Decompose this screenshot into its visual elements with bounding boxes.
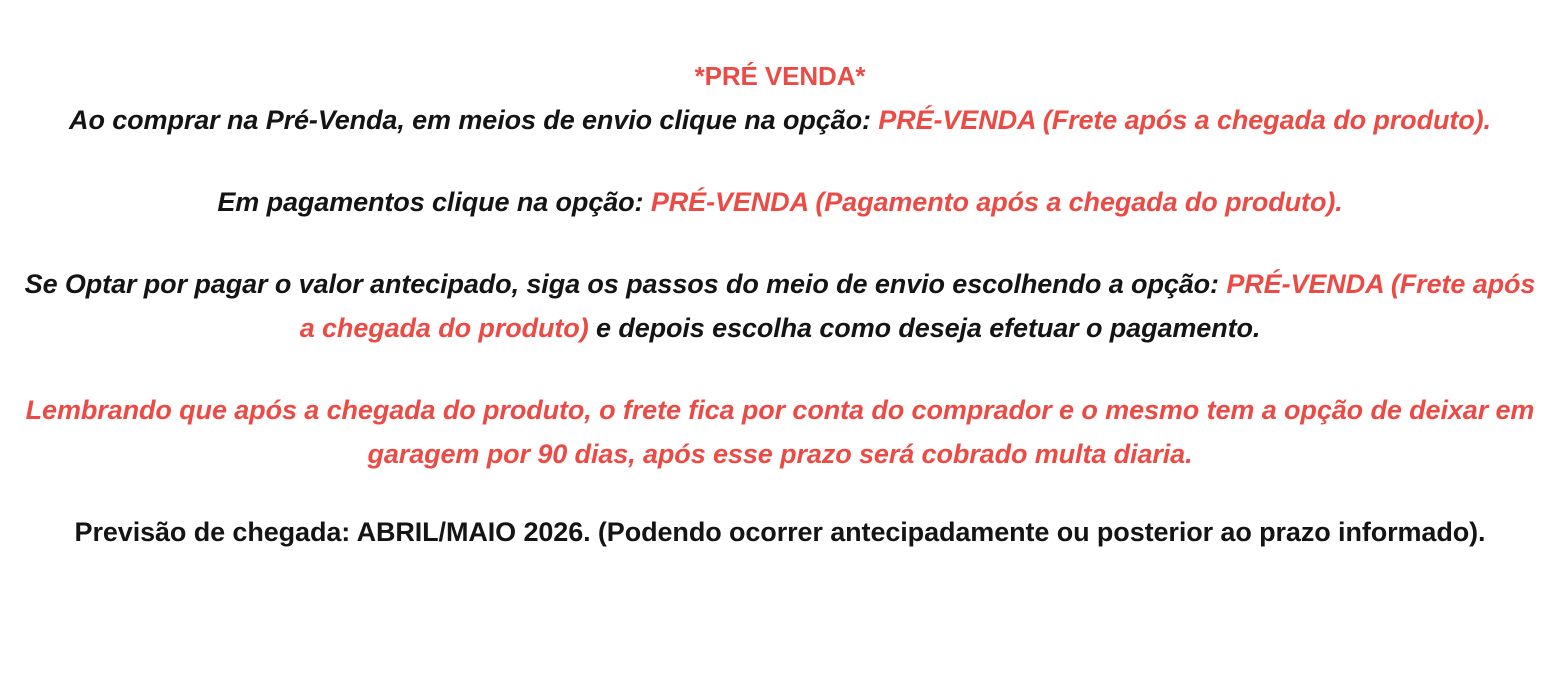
shipping-instruction-text: Ao comprar na Pré-Venda, em meios de envio clique na opção: — [69, 105, 879, 135]
garage-storage-warning: Lembrando que após a chegada do produto, o frete fica por conta do comprador e o mesmo tem a opção de deixar em garagem por 90 dias, após esse prazo será cobrado multa diaria. — [25, 395, 1535, 469]
paragraph-spacer — [14, 350, 1546, 388]
payment-option-label: PRÉ-VENDA (Pagamento após a chegada do produto). — [650, 187, 1343, 217]
notice-title — [14, 56, 1546, 96]
payment-instruction-paragraph — [14, 180, 1546, 224]
paragraph-spacer — [14, 476, 1546, 510]
paragraph-spacer — [14, 142, 1546, 180]
shipping-option-label: PRÉ-VENDA (Frete após a chegada do produto). — [878, 105, 1491, 135]
advance-payment-text-end: e depois escolha como deseja efetuar o pagamento. — [588, 313, 1261, 343]
payment-instruction-text: Em pagamentos clique na opção: — [217, 187, 651, 217]
arrival-forecast-paragraph: Previsão de chegada: ABRIL/MAIO 2026. (Podendo ocorrer antecipadamente ou posterior ao prazo informado). — [74, 517, 1486, 547]
paragraph-spacer — [14, 224, 1546, 262]
advance-payment-option-label: PRÉ-VENDA (Frete após a chegada do produto) — [299, 269, 1536, 343]
notice-title-text: *PRÉ VENDA* — [694, 61, 866, 91]
advance-payment-paragraph — [14, 262, 1546, 350]
shipping-instruction-paragraph — [14, 98, 1546, 142]
advance-payment-text-start: Se Optar por pagar o valor antecipado, siga os passos do meio de envio escolhendo a opção: — [24, 269, 1227, 299]
